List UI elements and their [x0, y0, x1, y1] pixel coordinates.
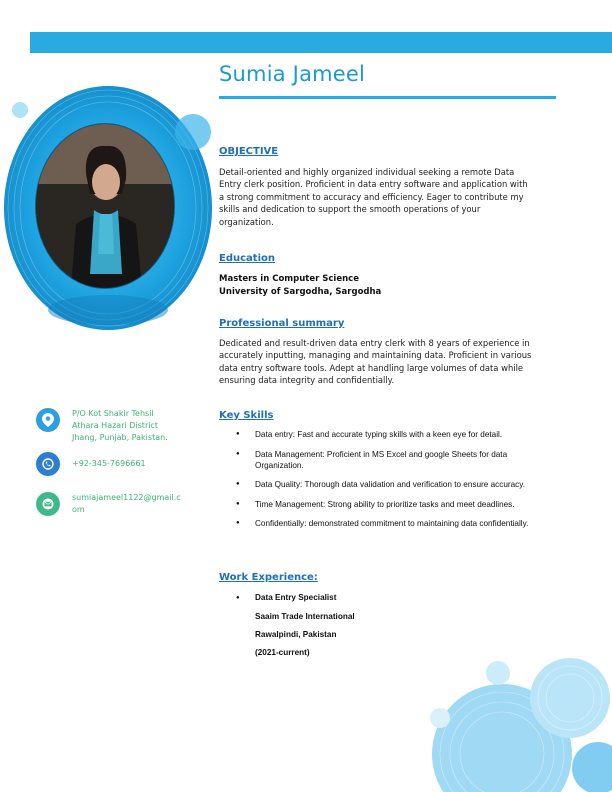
- summary-line: accurately inputting, managing and maintaining data. Proficient in various: [219, 350, 532, 361]
- objective-text: [219, 166, 555, 228]
- contact-phone: [36, 452, 146, 476]
- address-line-2: Athara Hazari District: [72, 421, 158, 430]
- header-bar: [30, 32, 612, 53]
- summary-text: [219, 337, 555, 387]
- objective-line: a strong commitment to accuracy and efficiency. Eager to contribute my: [219, 191, 524, 202]
- summary-line: Dedicated and result-driven data entry clerk with 8 years of experience in: [219, 338, 530, 348]
- contact-email: [36, 492, 181, 516]
- corner-circles-decoration: [420, 658, 612, 792]
- candidate-name: Sumia Jameel: [219, 62, 366, 86]
- skills-heading: Key Skills: [219, 410, 274, 421]
- list-item: ● Data Quality: Thorough data validation and verification to ensure accuracy.: [236, 479, 545, 490]
- objective-line: organization.: [219, 216, 274, 227]
- phone-number[interactable]: +92-345-7696661: [72, 459, 146, 468]
- objective-line: Detail-oriented and highly organized individual seeking a remote Data: [219, 167, 515, 177]
- objective-line: Entry clerk position. Proficient in data entry software and application with: [219, 179, 528, 190]
- contact-address: [36, 408, 168, 444]
- email-icon: [36, 492, 60, 516]
- summary-line: ensuring data integrity and confidentially.: [219, 375, 395, 386]
- name-underline: [219, 96, 556, 99]
- work-period: (2021-current): [255, 648, 310, 657]
- skills-list: [236, 429, 556, 538]
- work-location: Rawalpindi, Pakistan: [255, 630, 337, 639]
- summary-heading: Professional summary: [219, 318, 345, 329]
- person-portrait-icon: [36, 124, 174, 288]
- degree: Masters in Computer Science: [219, 274, 359, 284]
- summary-line: data entry software tools. Adept at handling large volumes of data while: [219, 362, 524, 373]
- email-line-1[interactable]: sumiajameel1122@gmail.c: [72, 493, 181, 502]
- location-pin-icon: [36, 408, 60, 432]
- phone-icon: [36, 452, 60, 476]
- list-item: ● Time Management: Strong ability to prioritize tasks and meet deadlines.: [236, 499, 556, 510]
- address-line-3: Jhang, Punjab, Pakistan.: [72, 433, 168, 442]
- list-item: ● Confidentially: demonstrated commitment to maintaining data confidentially.: [236, 518, 545, 529]
- university: University of Sargodha, Sargodha: [219, 286, 382, 297]
- list-item: ● Data entry: Fast and accurate typing skills with a keen eye for detail.: [236, 429, 556, 440]
- bullet-icon: ●: [236, 595, 240, 601]
- education-details: [219, 273, 381, 298]
- list-item: ● Data Management: Proficient in MS Excel and google Sheets for data Organization.: [236, 449, 555, 471]
- work-heading: Work Experience:: [219, 572, 318, 583]
- work-company: Saaim Trade International: [255, 612, 355, 621]
- objective-heading: OBJECTIVE: [219, 146, 279, 157]
- profile-photo: [36, 124, 174, 288]
- work-role: Data Entry Specialist: [255, 593, 337, 602]
- email-line-2[interactable]: om: [72, 505, 85, 514]
- education-heading: Education: [219, 253, 275, 264]
- address-line-1: P/O Kot Shakir Tehsil: [72, 409, 154, 418]
- objective-line: skills and dedication to support the smooth operations of your: [219, 204, 481, 215]
